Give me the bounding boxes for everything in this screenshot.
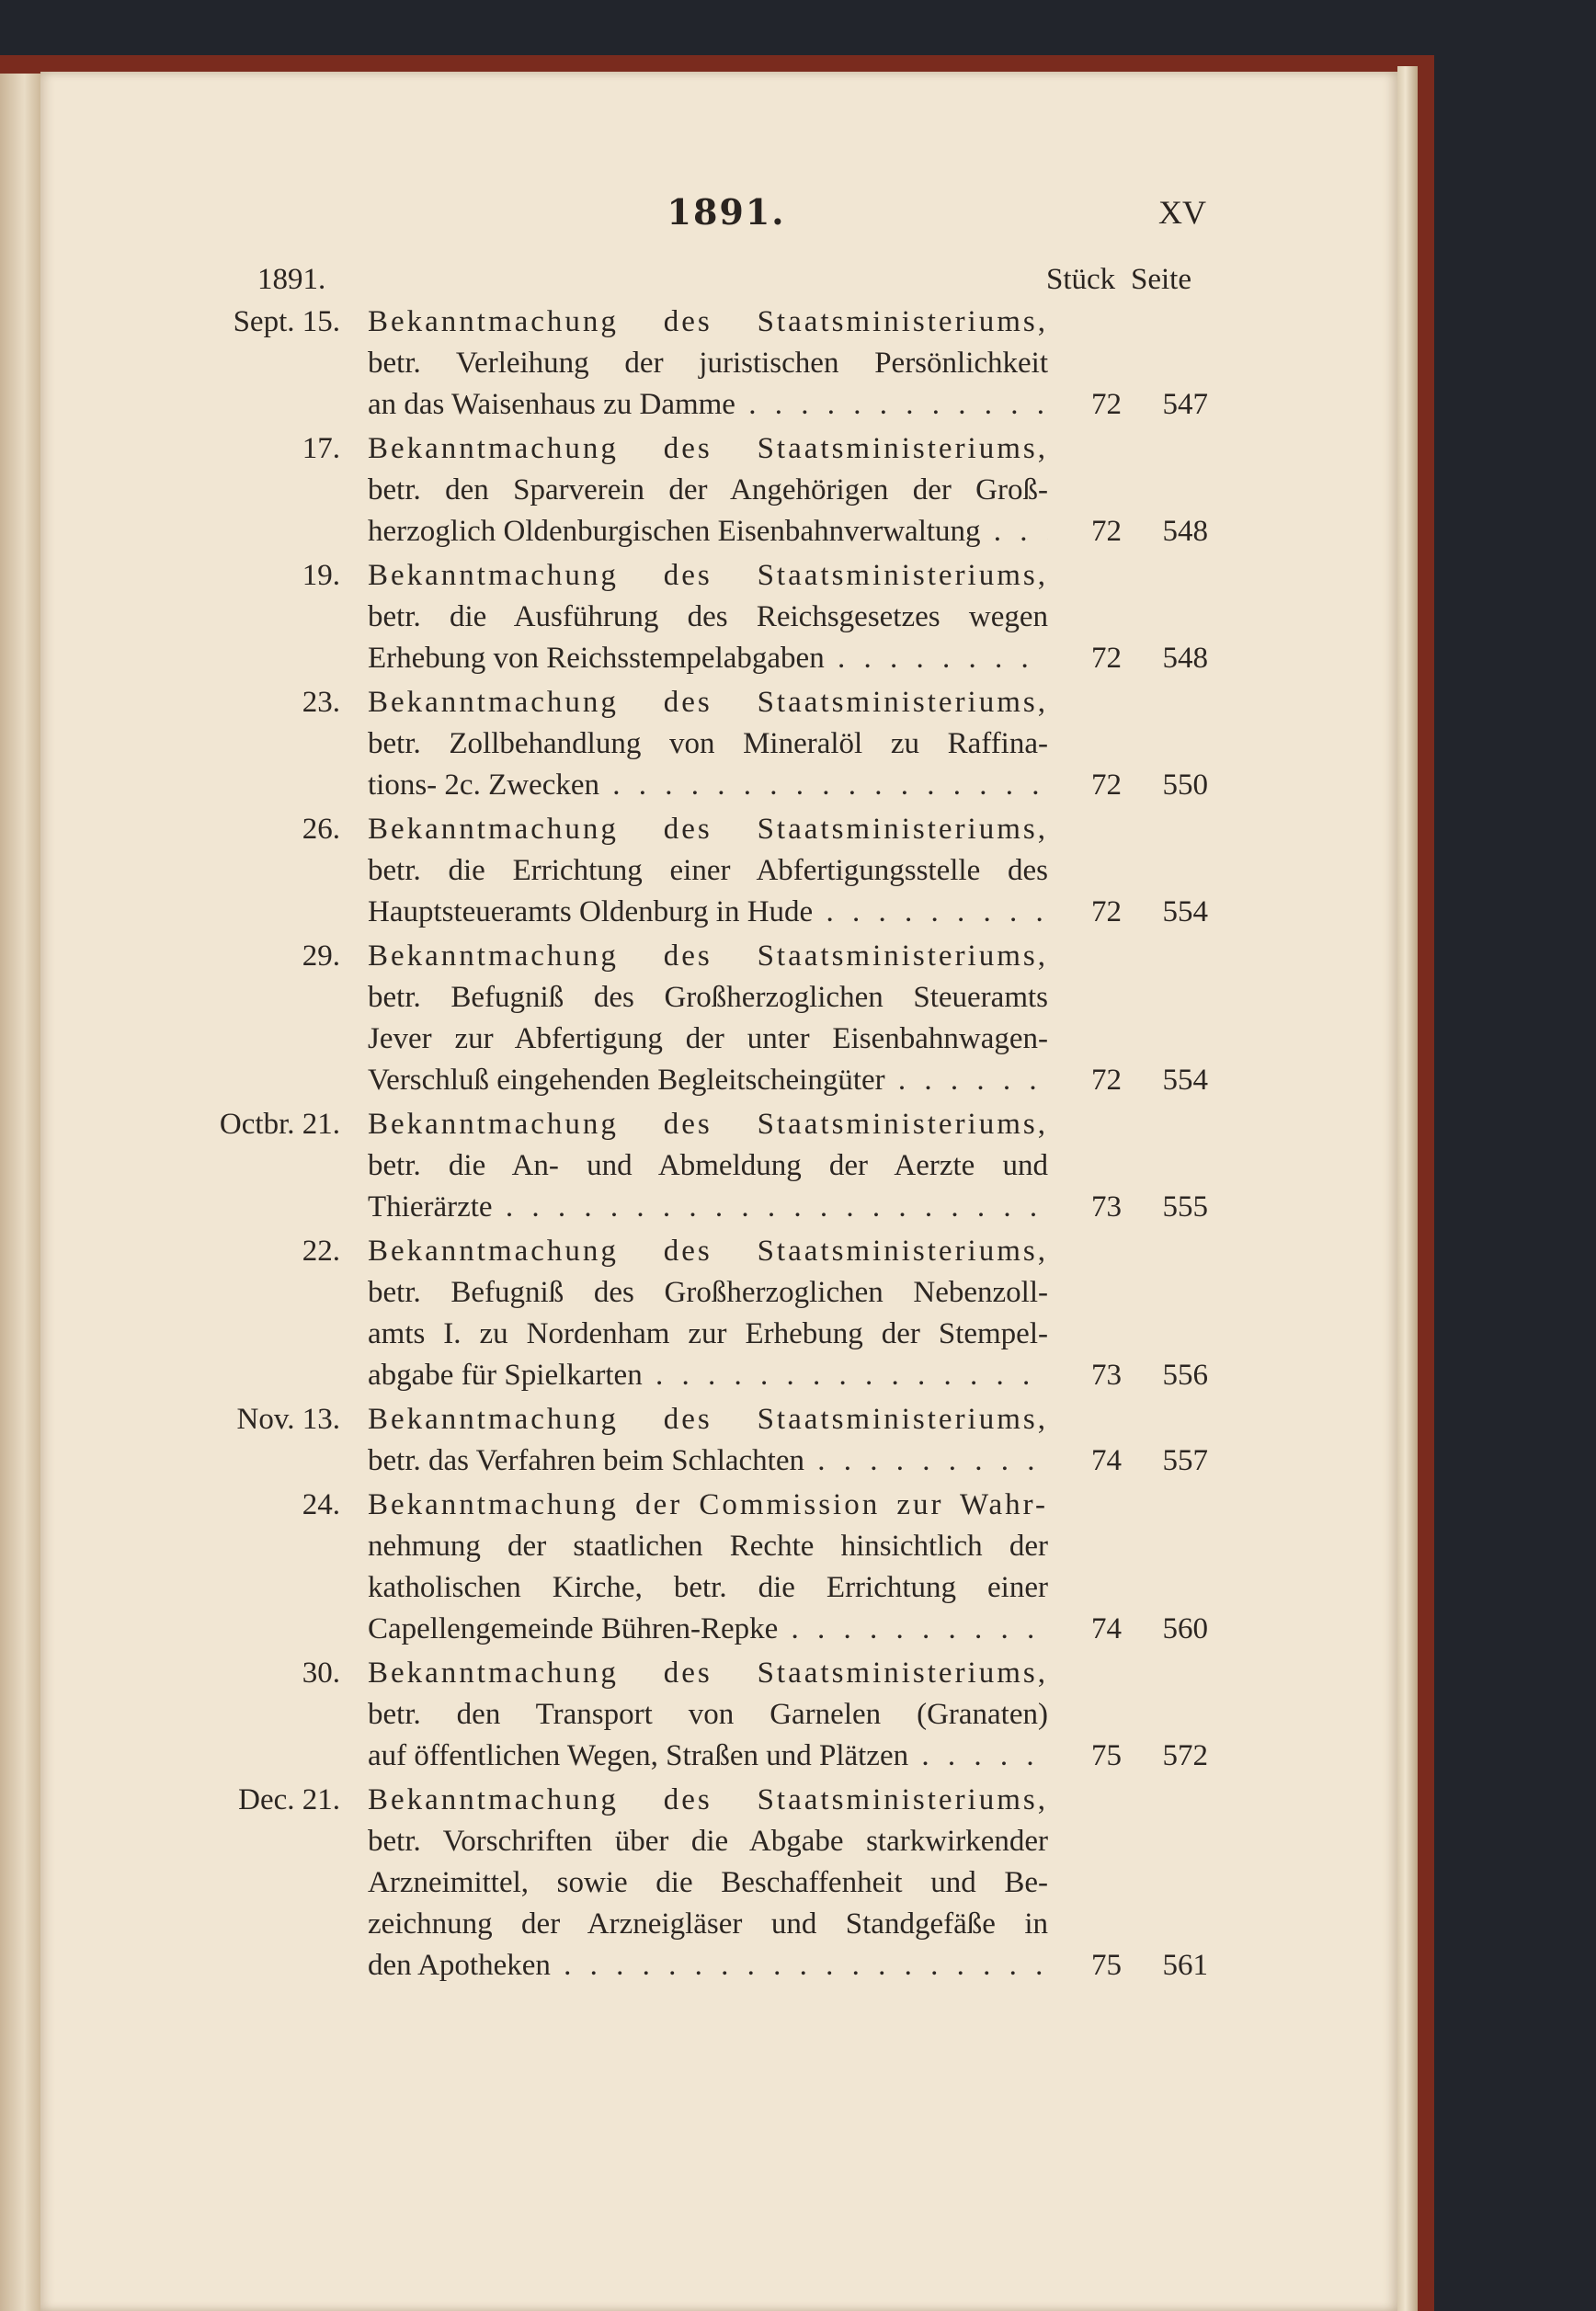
entry-text-line: betr. den Sparverein der Angehörigen der Groß- xyxy=(368,473,1048,507)
entry-text-line: Bekanntmachung der Commission zur Wahr- xyxy=(368,1488,1048,1521)
entry-date: Dec. 21. xyxy=(238,1783,340,1816)
entry-text-line: auf öffentlichen Wegen, Straßen und Plätzen . . . xyxy=(368,1737,1048,1774)
entry-text-line: tions- 2c. Zwecken . . . xyxy=(368,767,1048,803)
entry-date: Sept. 15. xyxy=(233,305,340,338)
entry-text-line: Bekanntmachung des Staatsministeriums, xyxy=(368,939,1048,973)
entry-date: 23. xyxy=(302,686,340,719)
entry-date: Octbr. 21. xyxy=(219,1108,340,1141)
entry-stueck-number: 73 xyxy=(1091,1190,1122,1224)
entry-text-line: Capellengemeinde Bühren-Repke . . . xyxy=(368,1611,1048,1647)
entry-text-line: Arzneimittel, sowie die Beschaffenheit und Be- xyxy=(368,1866,1048,1899)
entry-text-line: Bekanntmachung des Staatsministeriums, xyxy=(368,559,1048,592)
entry-date: 30. xyxy=(302,1656,340,1690)
entry-text-line: betr. die An- und Abmeldung der Aerzte und xyxy=(368,1149,1048,1182)
entry-text-line: Jever zur Abfertigung der unter Eisenbahnwagen- xyxy=(368,1022,1048,1055)
entry-text-line: betr. Verleihung der juristischen Persönlichkeit xyxy=(368,347,1048,380)
entry-text-line: abgabe für Spielkarten . . . xyxy=(368,1357,1048,1394)
entry-page-number: 548 xyxy=(1162,642,1208,675)
entry-date: 24. xyxy=(302,1488,340,1521)
entry-text-line: betr. Vorschriften über die Abgabe starkwirkender xyxy=(368,1825,1048,1858)
entry-page-number: 561 xyxy=(1162,1949,1208,1982)
entry-text-line: betr. Zollbehandlung von Mineralöl zu Raffina- xyxy=(368,727,1048,760)
entry-page-number: 556 xyxy=(1162,1359,1208,1392)
entry-text-line: amts I. zu Nordenham zur Erhebung der Stempel- xyxy=(368,1317,1048,1350)
entry-page-number: 550 xyxy=(1162,768,1208,802)
entry-date: 22. xyxy=(302,1235,340,1268)
entry-stueck-number: 74 xyxy=(1091,1612,1122,1645)
entry-text-line: Bekanntmachung des Staatsministeriums, xyxy=(368,1783,1048,1816)
entry-stueck-number: 75 xyxy=(1091,1949,1122,1982)
entry-stueck-number: 72 xyxy=(1091,515,1122,548)
entry-text-line: Hauptsteueramts Oldenburg in Hude . . . xyxy=(368,894,1048,930)
entry-date: 17. xyxy=(302,432,340,465)
entry-stueck-number: 72 xyxy=(1091,642,1122,675)
entry-text-line: betr. den Transport von Garnelen (Granaten) xyxy=(368,1698,1048,1731)
entry-text-line: nehmung der staatlichen Rechte hinsichtlich der xyxy=(368,1530,1048,1563)
entry-text-line: an das Waisenhaus zu Damme . . . xyxy=(368,386,1048,423)
entry-text-line: Bekanntmachung des Staatsministeriums, xyxy=(368,813,1048,846)
entry-date: 26. xyxy=(302,813,340,846)
entry-page-number: 555 xyxy=(1162,1190,1208,1224)
entry-page-number: 560 xyxy=(1162,1612,1208,1645)
entry-text-line: Bekanntmachung des Staatsministeriums, xyxy=(368,1108,1048,1141)
entry-text-line: Bekanntmachung des Staatsministeriums, xyxy=(368,432,1048,465)
entry-stueck-number: 72 xyxy=(1091,388,1122,421)
entry-text-line: betr. die Errichtung einer Abfertigungsstelle des xyxy=(368,854,1048,887)
column-seite-header: Seite xyxy=(1131,263,1191,296)
entry-stueck-number: 74 xyxy=(1091,1444,1122,1477)
entry-stueck-number: 75 xyxy=(1091,1739,1122,1772)
entry-stueck-number: 73 xyxy=(1091,1359,1122,1392)
column-stueck-header: Stück xyxy=(1046,263,1116,296)
entry-page-number: 554 xyxy=(1162,1064,1208,1097)
column-year-label: 1891. xyxy=(257,263,326,296)
entry-page-number: 572 xyxy=(1162,1739,1208,1772)
entry-date: Nov. 13. xyxy=(236,1403,340,1436)
entry-text-line: Bekanntmachung des Staatsministeriums, xyxy=(368,1656,1048,1690)
entry-text-line: den Apotheken . . . xyxy=(368,1947,1048,1984)
entry-page-number: 557 xyxy=(1162,1444,1208,1477)
page-number-roman: XV xyxy=(1158,194,1206,231)
entry-stueck-number: 72 xyxy=(1091,768,1122,802)
page-header-year: 1891. xyxy=(667,191,786,233)
entry-text-line: betr. Befugniß des Großherzoglichen Nebenzoll- xyxy=(368,1276,1048,1309)
entry-page-number: 548 xyxy=(1162,515,1208,548)
entry-page-number: 547 xyxy=(1162,388,1208,421)
entry-text-line: zeichnung der Arzneigläser und Standgefäße in xyxy=(368,1907,1048,1941)
entry-text-line: Bekanntmachung des Staatsministeriums, xyxy=(368,686,1048,719)
entry-text-line: Verschluß eingehenden Begleitscheingüter . . . xyxy=(368,1062,1048,1099)
entry-stueck-number: 72 xyxy=(1091,895,1122,928)
entry-text-line: Bekanntmachung des Staatsministeriums, xyxy=(368,305,1048,338)
entry-text-line: betr. Befugniß des Großherzoglichen Steueramts xyxy=(368,981,1048,1014)
entry-text-line: Thierärzte . . . xyxy=(368,1189,1048,1225)
entry-text-line: betr. die Ausführung des Reichsgesetzes wegen xyxy=(368,600,1048,633)
entry-page-number: 554 xyxy=(1162,895,1208,928)
entry-date: 29. xyxy=(302,939,340,973)
entry-text-line: Erhebung von Reichsstempelabgaben . . . xyxy=(368,640,1048,677)
entry-text-line: Bekanntmachung des Staatsministeriums, xyxy=(368,1235,1048,1268)
entry-date: 19. xyxy=(302,559,340,592)
entry-text-line: betr. das Verfahren beim Schlachten . . . xyxy=(368,1442,1048,1479)
entry-text-line: katholischen Kirche, betr. die Errichtung einer xyxy=(368,1571,1048,1604)
entry-stueck-number: 72 xyxy=(1091,1064,1122,1097)
entry-text-line: Bekanntmachung des Staatsministeriums, xyxy=(368,1403,1048,1436)
entry-text-line: herzoglich Oldenburgischen Eisenbahnverwaltung . . . xyxy=(368,513,1048,550)
